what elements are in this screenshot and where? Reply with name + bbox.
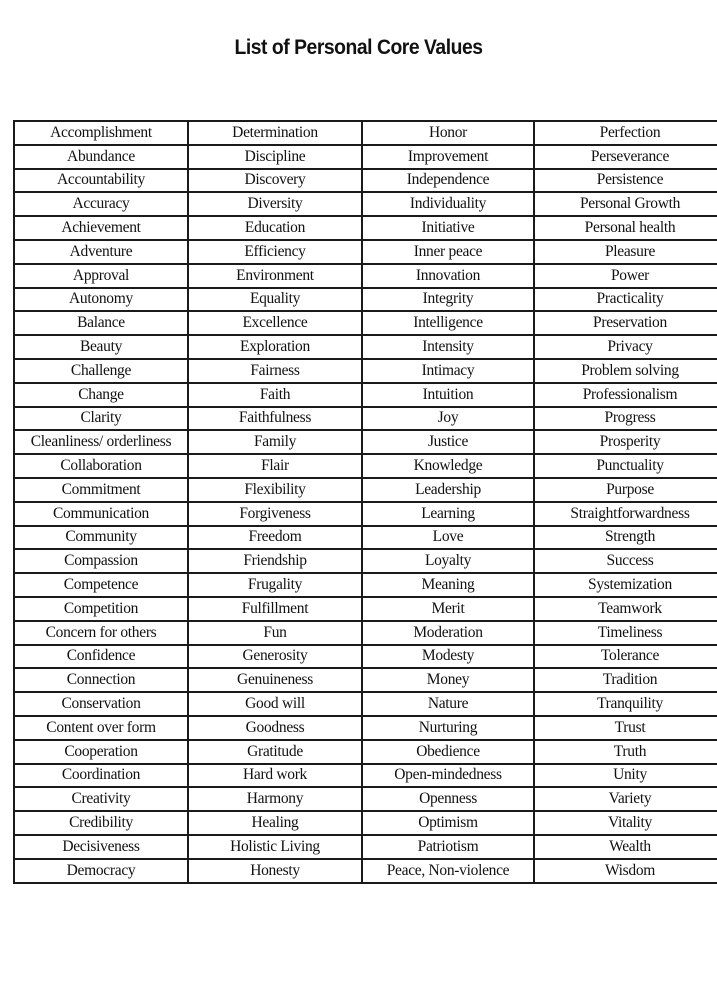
value-cell: Intensity — [362, 335, 534, 359]
value-cell: Progress — [534, 407, 717, 431]
value-cell: Intelligence — [362, 311, 534, 335]
value-cell: Cleanliness/ orderliness — [14, 430, 188, 454]
value-cell: Cooperation — [14, 740, 188, 764]
value-cell: Power — [534, 264, 717, 288]
value-cell: Intimacy — [362, 359, 534, 383]
page-title: List of Personal Core Values — [234, 36, 483, 59]
value-cell: Commitment — [14, 478, 188, 502]
value-cell: Content over form — [14, 716, 188, 740]
table-row — [14, 407, 717, 431]
value-cell: Truth — [534, 740, 717, 764]
value-cell: Democracy — [14, 859, 188, 883]
value-cell: Beauty — [14, 335, 188, 359]
value-cell: Pleasure — [534, 240, 717, 264]
table-row — [14, 692, 717, 716]
value-cell: Nature — [362, 692, 534, 716]
value-cell: Justice — [362, 430, 534, 454]
value-cell: Openness — [362, 787, 534, 811]
value-cell: Personal Growth — [534, 192, 717, 216]
value-cell: Innovation — [362, 264, 534, 288]
value-cell: Moderation — [362, 621, 534, 645]
value-cell: Harmony — [188, 787, 362, 811]
value-cell: Success — [534, 549, 717, 573]
value-cell: Honor — [362, 121, 534, 145]
value-cell: Problem solving — [534, 359, 717, 383]
table-row — [14, 430, 717, 454]
value-cell: Individuality — [362, 192, 534, 216]
value-cell: Determination — [188, 121, 362, 145]
value-cell: Flair — [188, 454, 362, 478]
value-cell: Challenge — [14, 359, 188, 383]
table-row — [14, 192, 717, 216]
value-cell: Competence — [14, 573, 188, 597]
value-cell: Punctuality — [534, 454, 717, 478]
value-cell: Holistic Living — [188, 835, 362, 859]
value-cell: Independence — [362, 169, 534, 193]
value-cell: Prosperity — [534, 430, 717, 454]
value-cell: Initiative — [362, 216, 534, 240]
value-cell: Goodness — [188, 716, 362, 740]
table-row — [14, 359, 717, 383]
value-cell: Perseverance — [534, 145, 717, 169]
table-row — [14, 311, 717, 335]
value-cell: Concern for others — [14, 621, 188, 645]
value-cell: Money — [362, 668, 534, 692]
value-cell: Straightforwardness — [534, 502, 717, 526]
value-cell: Faithfulness — [188, 407, 362, 431]
value-cell: Trust — [534, 716, 717, 740]
value-cell: Accuracy — [14, 192, 188, 216]
value-cell: Meaning — [362, 573, 534, 597]
table-row — [14, 645, 717, 669]
table-row — [14, 454, 717, 478]
value-cell: Gratitude — [188, 740, 362, 764]
value-cell: Confidence — [14, 645, 188, 669]
value-cell: Strength — [534, 526, 717, 550]
value-cell: Generosity — [188, 645, 362, 669]
value-cell: Exploration — [188, 335, 362, 359]
value-cell: Persistence — [534, 169, 717, 193]
value-cell: Achievement — [14, 216, 188, 240]
table-row — [14, 716, 717, 740]
value-cell: Professionalism — [534, 383, 717, 407]
value-cell: Environment — [188, 264, 362, 288]
value-cell: Timeliness — [534, 621, 717, 645]
value-cell: Flexibility — [188, 478, 362, 502]
value-cell: Leadership — [362, 478, 534, 502]
value-cell: Balance — [14, 311, 188, 335]
table-row — [14, 835, 717, 859]
table-row — [14, 121, 717, 145]
value-cell: Excellence — [188, 311, 362, 335]
value-cell: Equality — [188, 288, 362, 312]
value-cell: Inner peace — [362, 240, 534, 264]
value-cell: Fun — [188, 621, 362, 645]
value-cell: Fulfillment — [188, 597, 362, 621]
table-row — [14, 526, 717, 550]
table-row — [14, 383, 717, 407]
value-cell: Loyalty — [362, 549, 534, 573]
table-row — [14, 240, 717, 264]
table-row — [14, 573, 717, 597]
table-row — [14, 597, 717, 621]
value-cell: Creativity — [14, 787, 188, 811]
value-cell: Community — [14, 526, 188, 550]
value-cell: Hard work — [188, 764, 362, 788]
table-row — [14, 621, 717, 645]
value-cell: Systemization — [534, 573, 717, 597]
value-cell: Fairness — [188, 359, 362, 383]
table-row — [14, 288, 717, 312]
value-cell: Discipline — [188, 145, 362, 169]
value-cell: Integrity — [362, 288, 534, 312]
value-cell: Variety — [534, 787, 717, 811]
table-row — [14, 859, 717, 883]
table-row — [14, 787, 717, 811]
value-cell: Compassion — [14, 549, 188, 573]
value-cell: Approval — [14, 264, 188, 288]
table-row — [14, 549, 717, 573]
value-cell: Coordination — [14, 764, 188, 788]
value-cell: Family — [188, 430, 362, 454]
value-cell: Abundance — [14, 145, 188, 169]
value-cell: Autonomy — [14, 288, 188, 312]
value-cell: Credibility — [14, 811, 188, 835]
value-cell: Communication — [14, 502, 188, 526]
value-cell: Healing — [188, 811, 362, 835]
value-cell: Clarity — [14, 407, 188, 431]
value-cell: Purpose — [534, 478, 717, 502]
value-cell: Privacy — [534, 335, 717, 359]
value-cell: Tranquility — [534, 692, 717, 716]
core-values-table — [13, 120, 717, 884]
value-cell: Competition — [14, 597, 188, 621]
value-cell: Nurturing — [362, 716, 534, 740]
value-cell: Honesty — [188, 859, 362, 883]
value-cell: Connection — [14, 668, 188, 692]
value-cell: Optimism — [362, 811, 534, 835]
value-cell: Collaboration — [14, 454, 188, 478]
value-cell: Decisiveness — [14, 835, 188, 859]
value-cell: Good will — [188, 692, 362, 716]
value-cell: Education — [188, 216, 362, 240]
table-row — [14, 145, 717, 169]
value-cell: Wealth — [534, 835, 717, 859]
value-cell: Love — [362, 526, 534, 550]
value-cell: Perfection — [534, 121, 717, 145]
value-cell: Faith — [188, 383, 362, 407]
value-cell: Patriotism — [362, 835, 534, 859]
value-cell: Adventure — [14, 240, 188, 264]
table-row — [14, 764, 717, 788]
value-cell: Improvement — [362, 145, 534, 169]
table-row — [14, 216, 717, 240]
value-cell: Freedom — [188, 526, 362, 550]
table-row — [14, 169, 717, 193]
value-cell: Friendship — [188, 549, 362, 573]
value-cell: Frugality — [188, 573, 362, 597]
value-cell: Knowledge — [362, 454, 534, 478]
value-cell: Modesty — [362, 645, 534, 669]
value-cell: Unity — [534, 764, 717, 788]
value-cell: Accountability — [14, 169, 188, 193]
value-cell: Preservation — [534, 311, 717, 335]
table-row — [14, 264, 717, 288]
value-cell: Tradition — [534, 668, 717, 692]
value-cell: Diversity — [188, 192, 362, 216]
value-cell: Learning — [362, 502, 534, 526]
table-row — [14, 668, 717, 692]
value-cell: Wisdom — [534, 859, 717, 883]
value-cell: Peace, Non-violence — [362, 859, 534, 883]
table-row — [14, 478, 717, 502]
value-cell: Open-mindedness — [362, 764, 534, 788]
value-cell: Vitality — [534, 811, 717, 835]
value-cell: Intuition — [362, 383, 534, 407]
value-cell: Accomplishment — [14, 121, 188, 145]
value-cell: Efficiency — [188, 240, 362, 264]
value-cell: Joy — [362, 407, 534, 431]
value-cell: Conservation — [14, 692, 188, 716]
table-row — [14, 335, 717, 359]
value-cell: Practicality — [534, 288, 717, 312]
value-cell: Genuineness — [188, 668, 362, 692]
value-cell: Merit — [362, 597, 534, 621]
value-cell: Change — [14, 383, 188, 407]
value-cell: Obedience — [362, 740, 534, 764]
core-values-table-body — [14, 121, 717, 883]
table-row — [14, 740, 717, 764]
value-cell: Discovery — [188, 169, 362, 193]
value-cell: Forgiveness — [188, 502, 362, 526]
value-cell: Tolerance — [534, 645, 717, 669]
table-row — [14, 811, 717, 835]
value-cell: Personal health — [534, 216, 717, 240]
value-cell: Teamwork — [534, 597, 717, 621]
table-row — [14, 502, 717, 526]
